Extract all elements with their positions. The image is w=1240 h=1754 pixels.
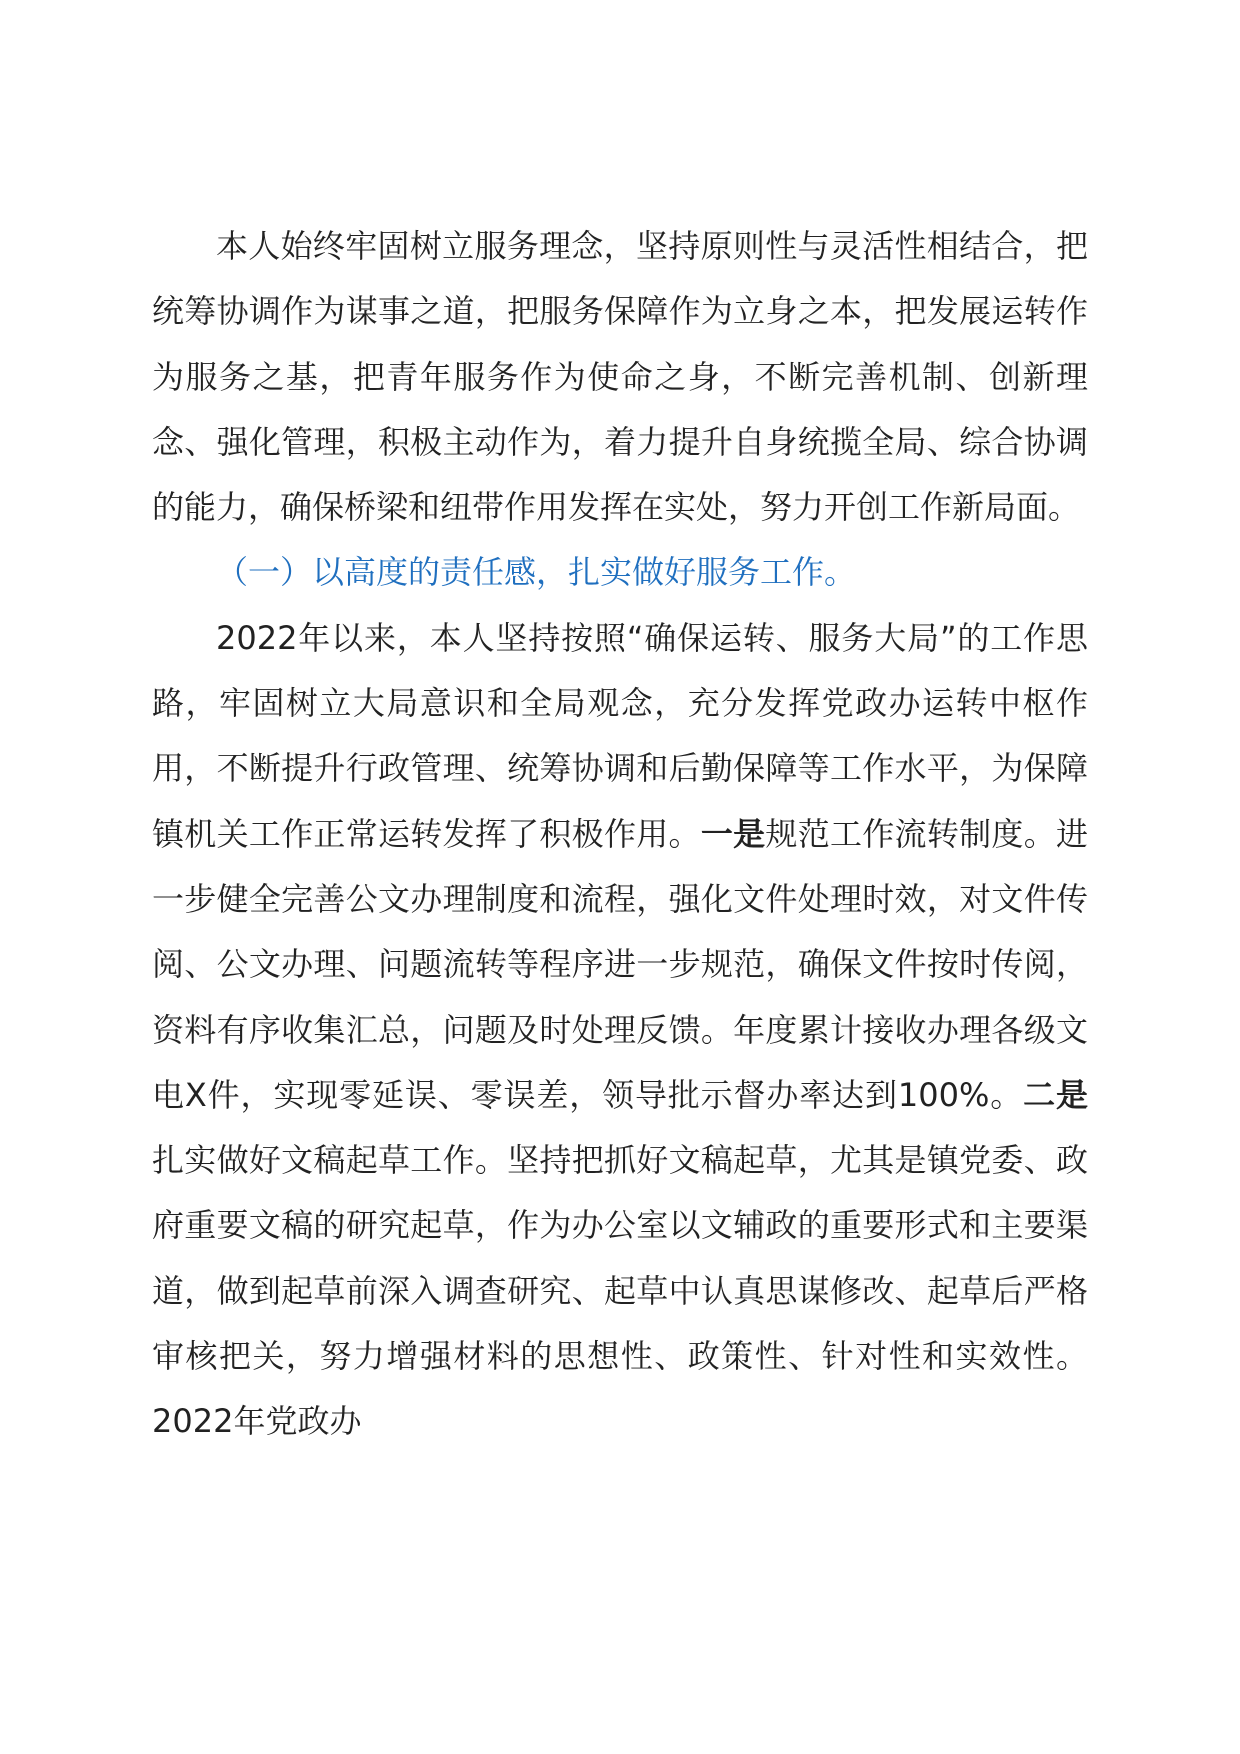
point-text-first: 规范工作流转制度。进一步健全完善公文办理制度和流程，强化文件处理时效，对文件传阅、公文办理、问题流转等程序进一步规范，确保文件按时传阅，资料有序收集汇总，问题及时处理反馈。年度累计接收办理各级文电X件，实现零延误、零误差，领导批示督办率达到100%。 <box>152 814 1088 1114</box>
point-label-first: 一是 <box>700 814 766 853</box>
paragraph-service-philosophy: 本人始终牢固树立服务理念，坚持原则性与灵活性相结合，把统筹协调作为谋事之道，把服务保障作为立身之本，把发展运转作为服务之基，把青年服务作为使命之身，不断完善机制、创新理念、强化管理，积极主动作为，着力提升自身统揽全局、综合协调的能力，确保桥梁和纽带作用发挥在实处，努力开创工作新局面。 <box>152 227 1088 527</box>
paragraph-intro-text: 2022年以来，本人坚持按照“确保运转、服务大局”的工作思路，牢固树立大局意识和全局观念，充分发挥党政办运转中枢作用，不断提升行政管理、统筹协调和后勤保障等工作水平，为保障镇机关工作正常运转发挥了积极作用。 <box>152 618 1088 853</box>
section-heading-1: （一）以高度的责任感，扎实做好服务工作。 <box>216 553 857 592</box>
paragraph-work-summary <box>152 606 1088 1455</box>
point-text-second: 扎实做好文稿起草工作。坚持把抓好文稿起草，尤其是镇党委、政府重要文稿的研究起草，作为办公室以文辅政的重要形式和主要渠道，做到起草前深入调查研究、起草中认真思谋修改、起草后严格审核把关，努力增强材料的思想性、政策性、针对性和实效性。2022年党政办 <box>152 1141 1088 1441</box>
point-label-second: 二是 <box>1023 1075 1088 1114</box>
document-body <box>152 214 1088 1455</box>
